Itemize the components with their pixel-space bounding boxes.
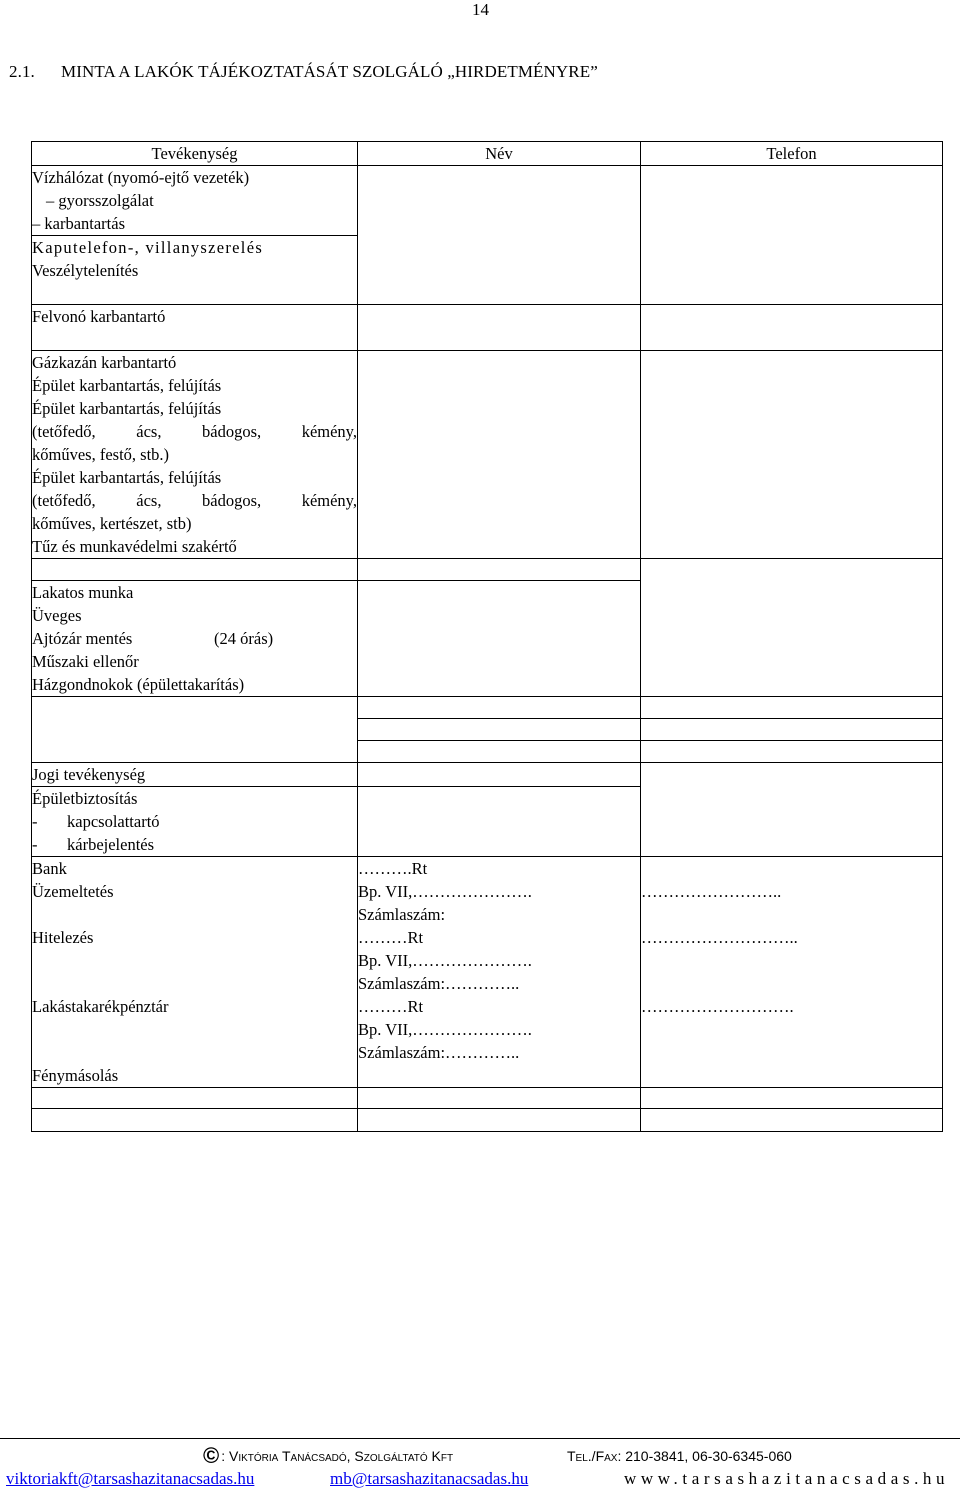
row-karbejelentes: - kárbejelentés [32, 835, 155, 854]
activity-cell [32, 559, 358, 581]
name-cell[interactable] [358, 1109, 641, 1132]
section-title: MINTA A LAKÓK TÁJÉKOZTATÁSÁT SZOLGÁLÓ „HIRDETMÉNYRE” [61, 62, 598, 81]
header-nev: Név [358, 142, 641, 166]
table-row [32, 1109, 943, 1132]
activity-cell [32, 236, 358, 305]
activity-cell [32, 1109, 358, 1132]
bank-account-3: Számlaszám:………….. [358, 1043, 520, 1062]
phone-cell[interactable] [641, 741, 943, 763]
name-cell[interactable] [358, 351, 641, 559]
row-epulet-1: Épület karbantartás, felújítás [32, 376, 222, 395]
activity-cell [32, 697, 358, 763]
footer-company-line [203, 1443, 792, 1468]
name-cell[interactable] [358, 719, 641, 741]
row-tuz: Tűz és munkavédelmi szakértő [32, 537, 237, 556]
table-row [32, 351, 943, 559]
row-hazgondnok: Házgondnokok (épülettakarítás) [32, 675, 245, 694]
bank-name-3: ………Rt [358, 997, 424, 1016]
row-epulet-2-line3: kőműves, festő, stb.) [32, 445, 170, 464]
phone-cell[interactable] [641, 559, 943, 697]
table-row [32, 305, 943, 351]
row-epulet-3-line2: (tetőfedő, ács, bádogos, kémény, [32, 491, 357, 510]
table-header-row [32, 142, 943, 166]
activity-cell [32, 305, 358, 351]
activity-cell [32, 166, 358, 236]
phone-cell[interactable] [641, 305, 943, 351]
table-row [32, 697, 943, 719]
table-row [32, 166, 943, 236]
phone-cell[interactable] [641, 1088, 943, 1109]
section-heading [9, 62, 598, 82]
row-uveges: Üveges [32, 606, 82, 625]
activity-cell [32, 787, 358, 857]
name-cell[interactable] [358, 741, 641, 763]
copyright-icon: © [203, 1443, 220, 1468]
name-cell[interactable] [358, 166, 641, 305]
section-number: 2.1. [9, 62, 35, 81]
row-vizhalozat: Vízhálózat (nyomó-ejtő vezeték) [32, 168, 250, 187]
row-bank: Bank [32, 859, 67, 878]
table-row [32, 763, 943, 787]
name-cell[interactable] [358, 857, 641, 1088]
footer-email-viktoriakft[interactable]: viktoriakft@tarsashazitanacsadas.hu [6, 1469, 255, 1488]
activity-cell [32, 1088, 358, 1109]
bank-account-1: Számlaszám: [358, 905, 446, 924]
row-lakastakarek: Lakástakarékpénztár [32, 997, 169, 1016]
row-epulet-3-line3: kőműves, kertészet, stb) [32, 514, 192, 533]
name-cell[interactable] [358, 763, 641, 787]
name-cell[interactable] [358, 559, 641, 581]
footer-email-mb[interactable]: mb@tarsashazitanacsadas.hu [330, 1469, 529, 1488]
bank-name-1: ……….Rt [358, 859, 428, 878]
phone-cell[interactable] [641, 763, 943, 857]
header-telefon: Telefon [641, 142, 943, 166]
page-number: 14 [472, 0, 489, 19]
row-gyorsszolgalat: – gyorsszolgálat [46, 191, 154, 210]
name-cell[interactable] [358, 697, 641, 719]
footer-divider [0, 1438, 960, 1439]
row-hitelezes: Hitelezés [32, 928, 94, 947]
phone-cell[interactable] [641, 857, 943, 1088]
bank-phone-3: ………………………. [641, 997, 794, 1016]
row-ajtozar: Ajtózár mentés (24 órás) [32, 629, 274, 648]
bank-account-2: Számlaszám:………….. [358, 974, 520, 993]
phone-cell[interactable] [641, 1109, 943, 1132]
bank-phone-1: …………………….. [641, 882, 782, 901]
activity-cell [32, 763, 358, 787]
footer-website: www.tarsashazitanacsadas.hu [624, 1469, 950, 1488]
row-epuletbiztositas: Épületbiztosítás [32, 789, 138, 808]
table-row [32, 857, 943, 1088]
row-kapcsolattarto: - kapcsolattartó [32, 812, 160, 831]
phone-cell[interactable] [641, 697, 943, 719]
name-cell[interactable] [358, 305, 641, 351]
phone-cell[interactable] [641, 166, 943, 305]
phone-cell[interactable] [641, 351, 943, 559]
activity-cell [32, 581, 358, 697]
table-row [32, 1088, 943, 1109]
row-lakatos: Lakatos munka [32, 583, 134, 602]
row-uzemeltetes: Üzemeltetés [32, 882, 114, 901]
row-fenymasolas: Fénymásolás [32, 1066, 119, 1085]
bank-phone-2: ……………………….. [641, 928, 798, 947]
bank-address-1: Bp. VII,…………………. [358, 882, 532, 901]
activity-cell [32, 351, 358, 559]
row-jogi: Jogi tevékenység [32, 765, 146, 784]
footer-company: : Viktória Tanácsadó, Szolgáltató Kft [221, 1448, 454, 1464]
activity-cell [32, 857, 358, 1088]
bank-name-2: ………Rt [358, 928, 424, 947]
row-veszelytelenites: Veszélytelenítés [32, 261, 139, 280]
contact-table [31, 141, 943, 1132]
bank-address-2: Bp. VII,…………………. [358, 951, 532, 970]
row-kaputelefon: Kaputelefon-, villanyszerelés [32, 238, 264, 257]
row-felvono: Felvonó karbantartó [32, 307, 166, 326]
name-cell[interactable] [358, 787, 641, 857]
row-epulet-3-line1: Épület karbantartás, felújítás [32, 468, 222, 487]
row-epulet-2-line2: (tetőfedő, ács, bádogos, kémény, [32, 422, 357, 441]
bank-address-3: Bp. VII,…………………. [358, 1020, 532, 1039]
header-tevekenyseg: Tevékenység [32, 142, 358, 166]
name-cell[interactable] [358, 1088, 641, 1109]
table-row [32, 559, 943, 581]
phone-cell[interactable] [641, 719, 943, 741]
row-gazkazan: Gázkazán karbantartó [32, 353, 177, 372]
name-cell[interactable] [358, 581, 641, 697]
footer-phone: Tel./Fax: 210-3841, 06-30-6345-060 [567, 1448, 792, 1464]
row-muszaki: Műszaki ellenőr [32, 652, 139, 671]
row-epulet-2-line1: Épület karbantartás, felújítás [32, 399, 222, 418]
row-karbantartas: – karbantartás [32, 214, 125, 233]
